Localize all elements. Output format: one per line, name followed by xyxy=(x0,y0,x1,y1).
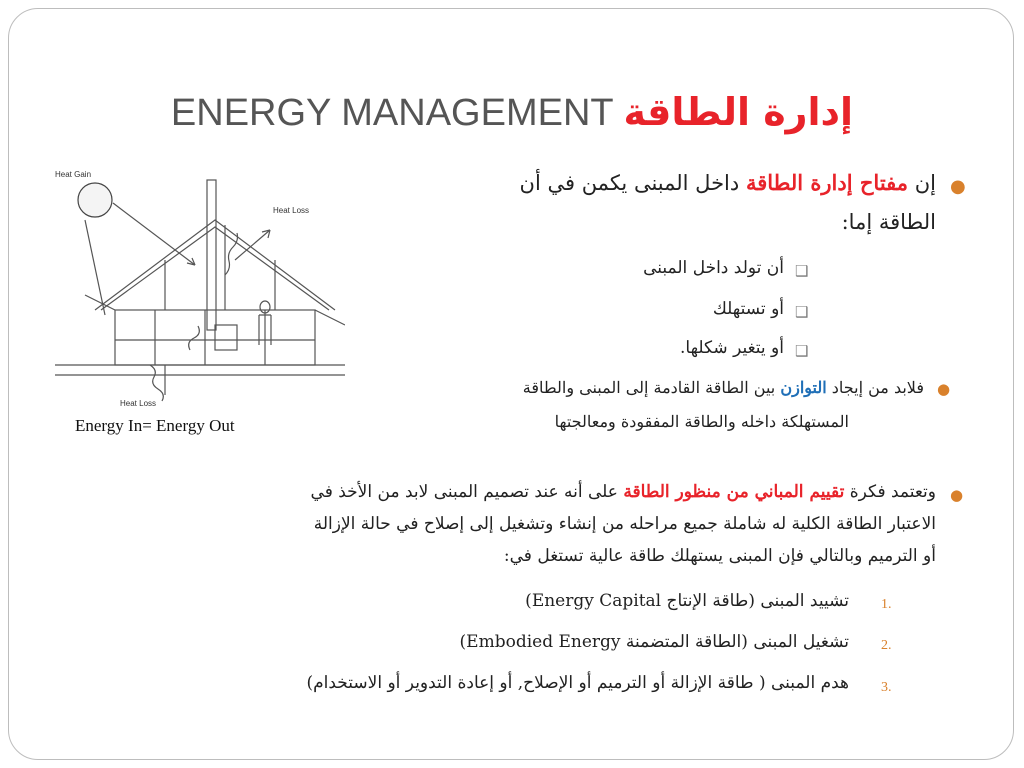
bullet2-line1: فلابد من إيجاد التوازن بين الطاقة القادمة إلى المبنى والطاقة xyxy=(522,378,924,397)
bullet3-line3: أو الترميم وبالتالي فإن المبنى يستهلك طاقة عالية تستغل في: xyxy=(503,546,936,566)
checkbox-bullet-icon: ❑ xyxy=(795,262,809,280)
checkbox-bullet-icon: ❑ xyxy=(795,303,809,321)
bullet1-sub-1: أن تولد داخل المبنى xyxy=(643,258,784,278)
checkbox-bullet-icon: ❑ xyxy=(795,342,809,360)
house-heat-diagram xyxy=(55,165,345,410)
diagram-caption: Energy In= Energy Out xyxy=(75,416,235,435)
label-heat-loss-bottom: Heat Loss xyxy=(120,399,157,408)
numbered-item-3: هدم المبنى ( طاقة الإزالة أو الترميم أو الإصلاح, أو إعادة التدوير أو الاستخدام) xyxy=(306,673,849,693)
label-heat-gain: Heat Gain xyxy=(55,170,92,179)
label-heat-loss-top: Heat Loss xyxy=(273,206,310,215)
title-english: ENERGY MANAGEMENT xyxy=(170,92,613,134)
numbered-item-2: تشغيل المبنى (الطاقة المتضمنة Embodied Energy) xyxy=(459,632,849,652)
bullet1-line1: إن مفتاح إدارة الطاقة داخل المبنى يكمن في أن xyxy=(519,170,936,195)
bullet-dot: ● xyxy=(937,380,951,398)
slide-title xyxy=(0,90,1024,135)
list-number-2: 2. xyxy=(881,638,892,653)
bullet1-sub-2: أو تستهلك xyxy=(712,299,784,319)
title-arabic: إدارة الطاقة xyxy=(623,90,854,134)
list-number-1: 1. xyxy=(881,597,892,612)
bullet3-line1: وتعتمد فكرة تقييم المباني من منظور الطاقة على أنه عند تصميم المبنى لابد من الأخذ في xyxy=(310,482,936,502)
bullet-dot: ● xyxy=(950,486,964,504)
bullet3-line2: الاعتبار الطاقة الكلية له شاملة جميع مراحله من إنشاء وتشغيل إلى إصلاح في حالة الإزالة xyxy=(313,514,936,534)
bullet-dot: ● xyxy=(950,176,966,197)
bullet1-sub-3: أو يتغير شكلها. xyxy=(680,338,784,358)
list-number-3: 3. xyxy=(881,680,892,695)
sun-icon xyxy=(78,183,112,217)
bullet1-line2: الطاقة إما: xyxy=(841,210,936,234)
bullet2-line2: المستهلكة داخله والطاقة المفقودة ومعالجتها xyxy=(554,412,849,431)
numbered-item-1: تشييد المبنى (طاقة الإنتاج Energy Capital) xyxy=(525,591,849,611)
